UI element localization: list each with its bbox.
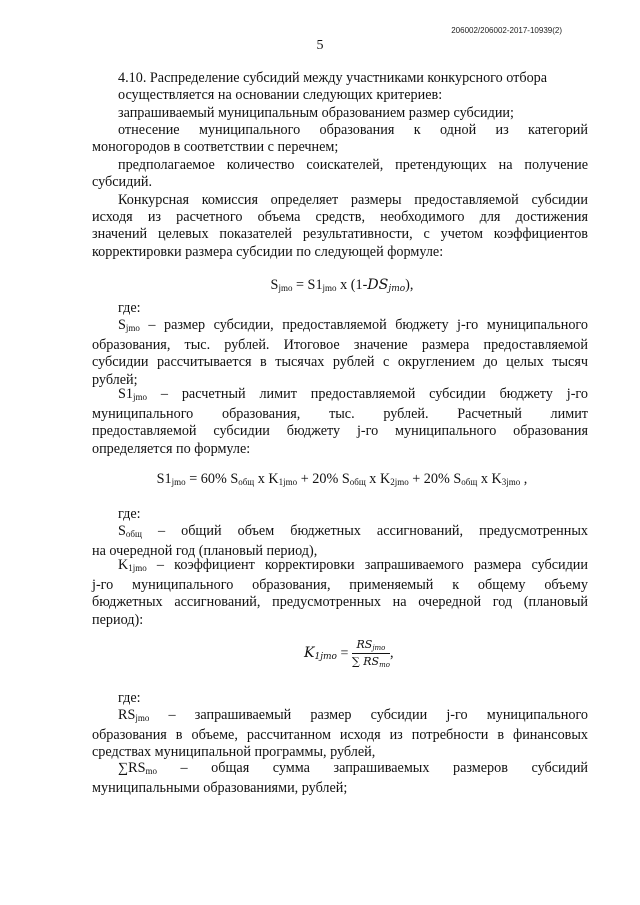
definition-term-line: $K_{1jmo}$ – коэффициент корректировки запрашиваемого размера субсидии — [118, 557, 588, 573]
text-line — [118, 707, 588, 727]
text-line: образования в объеме, рассчитанном исходя из потребности в финансовых — [92, 727, 588, 744]
criterion: моногородов в соответствии с перечнем; — [92, 139, 339, 156]
text-line: исходя из расчетного объема средств, необходимого для достижения — [92, 209, 588, 226]
definition-term-line: $S_{jmo}$ – размер субсидии, предоставляемой бюджету j-го муниципального — [118, 317, 588, 333]
text-line: корректировки размера субсидии по следующей формуле: — [92, 243, 444, 260]
criterion: предполагаемое количество соискателей, претендующих на получение — [118, 156, 588, 173]
text-line — [118, 523, 588, 543]
text-line: значений целевых показателей результативности, с учетом коэффициентов — [92, 226, 588, 243]
criterion: отнесение муниципального образования к одной из категорий — [118, 122, 588, 139]
text-line — [118, 386, 588, 406]
definition-term-line: $RS_{jmo}$ – запрашиваемый размер субсидии j-го муниципального — [118, 707, 588, 723]
definition-term-line: $S_{общ}$ – общий объем бюджетных ассигнований, предусмотренных — [118, 523, 588, 539]
text-line: Конкурсная комиссия определяет размеры предоставляемой субсидии — [118, 192, 588, 208]
definition-sobsh — [92, 523, 588, 560]
formula-limit: $S1_{jmo} = 60\%$ $S_{общ}$ x $K_{1jmo} + 20\%$ $S_{общ}$ x $K_{2jmo} + 20\%$ $S_{общ}$ x $K_{3jmo}$ , — [156, 471, 528, 487]
text-line: средствах муниципальной программы, рублей, — [92, 744, 376, 761]
where-label: где: — [118, 690, 141, 706]
definition-term-line: $S1_{jmo}$ – расчетный лимит предоставляемой субсидии бюджету j-го — [118, 386, 588, 402]
text-line: муниципальными образованиями, рублей; — [92, 780, 348, 797]
definition-rsjmo — [92, 707, 588, 762]
text-line: предоставляемой субсидии бюджету j-го муниципального образования — [92, 423, 588, 440]
formula-k1jmo: $K_{1jmo}$ = $\frac{RS_{jmo}}{\sum RS_{mo}}$ , — [304, 638, 394, 669]
text-line: осуществляется на основании следующих критериев: — [118, 87, 443, 104]
paragraph-4-10 — [118, 70, 588, 104]
definition-sjmo — [92, 317, 588, 389]
where-label: где: — [118, 506, 141, 522]
document-id: 206002/206002-2017-10939(2) — [451, 26, 562, 35]
formula-subsidy: $S_{jmo} = S1_{jmo}$ x $(1-DS_{jmo})$, — [270, 277, 414, 294]
text-line — [118, 760, 588, 780]
paragraph-commission — [92, 192, 588, 261]
where-label: где: — [118, 300, 141, 316]
text-line: субсидии рассчитывается в тысячах рублей с округлением до целых тысяч — [92, 354, 588, 371]
definition-sum-rsmo — [92, 760, 588, 797]
definition-term-line: $\sum RS_{mo}$ – общая сумма запрашиваемых размеров субсидий — [118, 760, 588, 776]
text-line: рублей; — [92, 371, 138, 388]
definition-s1jmo — [92, 386, 588, 458]
text-line: период): — [92, 611, 144, 628]
text-line: образования, тыс. рублей. Итоговое значение размера предоставляемой — [92, 337, 588, 354]
page-number: 5 — [316, 38, 324, 53]
criterion: субсидий. — [92, 173, 153, 190]
text-line: j-го муниципального образования, применяемый к общему объему — [92, 577, 588, 594]
fraction: $\frac{RS_{jmo}}{\sum RS_{mo}}$ — [351, 638, 390, 669]
text-line: муниципального образования, тыс. рублей. Расчетный лимит — [92, 406, 588, 423]
text-line — [118, 557, 588, 577]
text-line: 4.10. Распределение субсидий между участниками конкурсного отбора — [118, 70, 548, 86]
definition-k1jmo — [92, 557, 588, 629]
criteria-list — [92, 105, 588, 191]
text-line: определяется по формуле: — [92, 440, 251, 457]
criterion: запрашиваемый муниципальным образованием размер субсидии; — [118, 105, 514, 121]
text-line: на очередной год (плановый период), — [92, 543, 318, 560]
text-line — [118, 317, 588, 337]
text-line: бюджетных ассигнований, предусмотренных на очередной год (плановый — [92, 594, 588, 611]
